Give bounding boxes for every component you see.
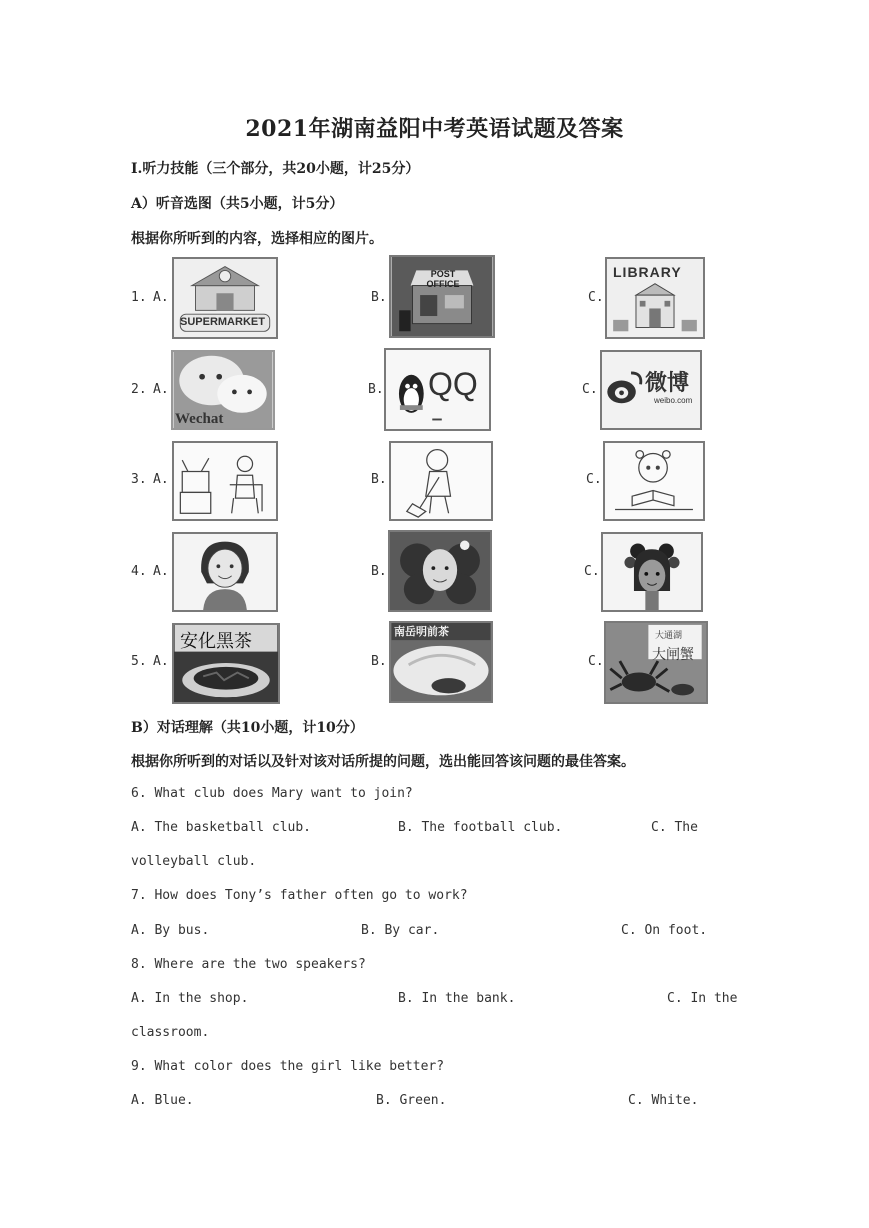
question-8: 8. Where are the two speakers? <box>131 957 366 972</box>
supermarket-label: SUPERMARKET <box>180 316 265 328</box>
weibo-label: 微博 <box>645 370 690 395</box>
qq-label: QQ <box>428 366 478 402</box>
section-b-heading: B）对话理解（共10小题，计10分） <box>131 720 364 736</box>
library-label: LIBRARY <box>613 264 682 280</box>
short-hair-girl-picture[interactable] <box>172 532 278 612</box>
braided-hair-girl-picture[interactable] <box>601 532 703 612</box>
option-label: A. <box>153 290 169 305</box>
curly-hair-girl-picture[interactable] <box>388 530 492 612</box>
question-7: 7. How does Tony’s father often go to work? <box>131 888 468 903</box>
option-label: C. <box>582 382 598 397</box>
option-label: B. <box>371 564 387 579</box>
q8-option-b[interactable]: B. In the bank. <box>398 991 516 1006</box>
q6-option-a[interactable]: A. The basketball club. <box>131 820 312 835</box>
watching-tv-picture[interactable] <box>172 441 278 521</box>
option-label: C. <box>584 564 600 579</box>
section-a-heading: A）听音选图（共5小题，计5分） <box>131 196 344 212</box>
question-number: 2. <box>131 382 147 397</box>
option-label: B. <box>371 290 387 305</box>
q9-option-a[interactable]: A. Blue. <box>131 1093 194 1108</box>
part-heading: I.听力技能（三个部分，共20小题，计25分） <box>131 161 420 177</box>
section-b-instruction: 根据你所听到的对话以及针对该对话所提的问题，选出能回答该问题的最佳答案。 <box>131 754 635 770</box>
post-office-label: POST OFFICE <box>426 269 460 289</box>
q9-option-c[interactable]: C. White. <box>628 1093 699 1108</box>
option-label: C. <box>588 290 604 305</box>
q8-option-c-cont: classroom. <box>131 1025 210 1040</box>
question-number: 3. <box>131 472 147 487</box>
wechat-label: Wechat <box>175 411 224 427</box>
question-number: 1. <box>131 290 147 305</box>
option-label: A. <box>153 472 169 487</box>
option-label: A. <box>153 564 169 579</box>
option-label: B. <box>371 472 387 487</box>
option-label: A. <box>153 654 169 669</box>
question-9: 9. What color does the girl like better? <box>131 1059 445 1074</box>
q8-option-a[interactable]: A. In the shop. <box>131 991 249 1006</box>
post-office-picture[interactable] <box>389 255 495 338</box>
question-6: 6. What club does Mary want to join? <box>131 786 413 801</box>
weibo-url-label: weibo.com <box>654 396 693 405</box>
option-label: B. <box>368 382 384 397</box>
q7-option-a[interactable]: A. By bus. <box>131 923 210 938</box>
crab-big-label: 大闸蟹 <box>652 646 694 662</box>
black-tea-label: 安化黑茶 <box>180 631 252 651</box>
crab-small-label: 大通湖 <box>655 630 683 640</box>
option-label: B. <box>371 654 387 669</box>
q6-option-c[interactable]: C. The <box>651 820 698 835</box>
option-label: A. <box>153 382 169 397</box>
sweeping-picture[interactable] <box>389 441 493 521</box>
q6-option-b[interactable]: B. The football club. <box>398 820 563 835</box>
section-a-instruction: 根据你所听到的内容，选择相应的图片。 <box>131 231 383 247</box>
option-label: C. <box>586 472 602 487</box>
question-number: 4. <box>131 564 147 579</box>
green-tea-label: 南岳明前茶 <box>394 626 449 638</box>
question-number: 5. <box>131 654 147 669</box>
page-title: 2021年湖南益阳中考英语试题及答案 <box>245 116 624 142</box>
q9-option-b[interactable]: B. Green. <box>376 1093 447 1108</box>
reading-picture[interactable] <box>603 441 705 521</box>
q8-option-c[interactable]: C. In the <box>667 991 738 1006</box>
option-label: C. <box>588 654 604 669</box>
q7-option-b[interactable]: B. By car. <box>361 923 440 938</box>
q7-option-c[interactable]: C. On foot. <box>621 923 708 938</box>
q6-option-c-cont: volleyball club. <box>131 854 257 869</box>
